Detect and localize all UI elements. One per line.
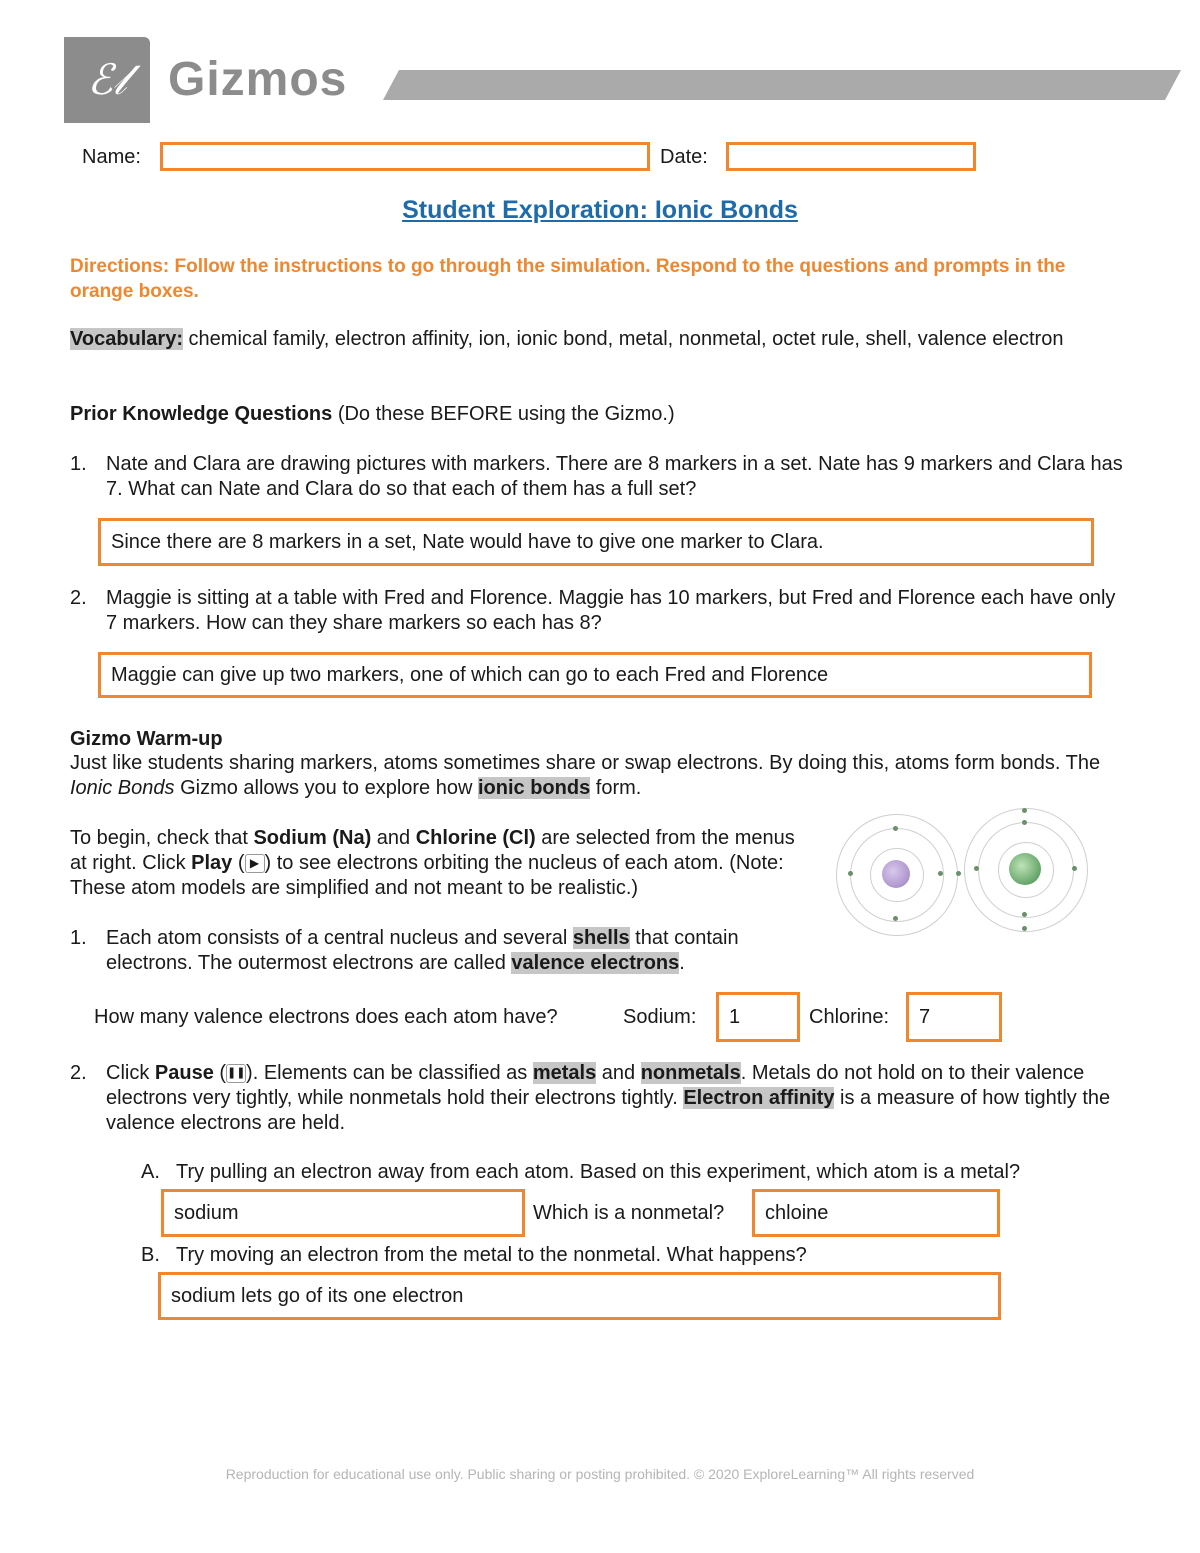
- electron-dot: [974, 866, 979, 871]
- text: and: [596, 1062, 641, 1084]
- electron-dot: [893, 916, 898, 921]
- metal-answer-field[interactable]: sodium: [161, 1189, 525, 1237]
- nonmetal-answer-field[interactable]: chloine: [752, 1189, 1000, 1237]
- text: Gizmo allows you to explore how: [174, 777, 478, 799]
- text: are selected from the menus at right. Click: [70, 827, 795, 874]
- text: that contain electrons. The outermost electrons are called: [106, 927, 739, 974]
- text: ) to see electrons orbiting the nucleus of each atom. (Note: These atom models are simplified and not meant to be realistic.): [70, 852, 784, 899]
- part-b-question: Try moving an electron from the metal to the nonmetal. What happens?: [176, 1244, 807, 1266]
- copyright-footer: Reproduction for educational use only. Public sharing or posting prohibited. © 2020 ExploreLearning™ All rights reserved: [225, 1466, 975, 1482]
- atom-models-image: [832, 808, 1092, 938]
- date-field[interactable]: [726, 142, 976, 171]
- sodium-valence-field[interactable]: 1: [716, 992, 800, 1042]
- pause-bold: Pause: [154, 1062, 214, 1084]
- play-bold: Play: [191, 852, 233, 874]
- gizmo-name: Ionic Bonds: [70, 777, 175, 799]
- electron-dot: [893, 826, 898, 831]
- pause-icon: ❚❚: [226, 1064, 246, 1083]
- term-ionic-bonds: ionic bonds: [477, 777, 591, 799]
- sodium-nucleus: [882, 860, 910, 888]
- electron-dot: [1022, 808, 1027, 813]
- question-number: 2.: [70, 1062, 87, 1084]
- valence-question: How many valence electrons does each atom have?: [94, 1006, 558, 1028]
- warmup-heading: Gizmo Warm-up: [70, 728, 223, 750]
- play-icon: ▶: [245, 854, 265, 873]
- electron-dot: [956, 871, 961, 876]
- prior-answer-1[interactable]: Since there are 8 markers in a set, Nate would have to give one marker to Clara.: [98, 518, 1094, 566]
- text: form.: [590, 777, 642, 799]
- question-text: Nate and Clara are drawing pictures with markers. There are 8 markers in a set. Nate has 9 markers and Clara has 7. What can Nate and Clara do so that each of them has a full set?: [106, 453, 1123, 500]
- text: Click: [106, 1062, 155, 1084]
- prior-question-2: [70, 586, 1130, 636]
- prior-heading-bold: Prior Knowledge Questions: [70, 403, 333, 425]
- question-number: 1.: [70, 453, 87, 475]
- prior-question-1: [70, 452, 1130, 502]
- text: ). Elements can be classified as: [246, 1062, 533, 1084]
- text: and: [371, 827, 416, 849]
- vocabulary-label: Vocabulary:: [70, 328, 183, 350]
- explorelearning-logo: [64, 37, 150, 123]
- warmup-question-1: [70, 926, 815, 976]
- electron-dot: [1022, 912, 1027, 917]
- vocabulary-text: chemical family, electron affinity, ion, ionic bond, metal, nonmetal, octet rule, shell, valence electron: [183, 328, 1064, 350]
- electron-dot: [848, 871, 853, 876]
- electron-dot: [1022, 926, 1027, 931]
- part-b-label: B.: [141, 1244, 160, 1266]
- part-a-label: A.: [141, 1161, 160, 1183]
- header-bar: [383, 70, 1181, 100]
- sodium-label: Sodium:: [623, 1006, 697, 1028]
- text: is a measure of how tightly the valence electrons are held.: [106, 1087, 1111, 1134]
- page-title: Student Exploration: Ionic Bonds: [402, 196, 798, 224]
- term-electron-affinity: Electron affinity: [683, 1087, 835, 1109]
- question-number: 1.: [70, 927, 87, 949]
- question-text: Maggie is sitting at a table with Fred and Florence. Maggie has 10 markers, but Fred and Florence each have only 7 markers. How can they share markers so each has 8?: [106, 587, 1116, 634]
- term-valence-electrons: valence electrons: [511, 952, 680, 974]
- directions: Directions: Follow the instructions to go through the simulation. Respond to the questions and prompts in the orange boxes.: [70, 256, 1066, 302]
- vocabulary: [70, 327, 1130, 352]
- part-b-answer-field[interactable]: sodium lets go of its one electron: [158, 1272, 1001, 1320]
- chlorine-bold: Chlorine (Cl): [415, 827, 536, 849]
- text: To begin, check that: [70, 827, 254, 849]
- warmup-question-2: [70, 1061, 1130, 1136]
- chlorine-valence-field[interactable]: 7: [906, 992, 1002, 1042]
- chlorine-label: Chlorine:: [809, 1006, 890, 1028]
- text: Just like students sharing markers, atoms sometimes share or swap electrons. By doing this, atoms form bonds. The: [70, 752, 1101, 774]
- nonmetal-question: Which is a nonmetal?: [533, 1202, 725, 1224]
- brand-name: Gizmos: [168, 53, 348, 106]
- term-shells: shells: [572, 927, 630, 949]
- question-number: 2.: [70, 587, 87, 609]
- text: Each atom consists of a central nucleus and several: [106, 927, 573, 949]
- term-nonmetals: nonmetals: [640, 1062, 741, 1084]
- prior-knowledge-heading: [70, 403, 675, 426]
- warmup-begin: [70, 826, 815, 901]
- term-metals: metals: [532, 1062, 597, 1084]
- electron-dot: [1022, 820, 1027, 825]
- chlorine-nucleus: [1009, 853, 1041, 885]
- text: (: [213, 1062, 227, 1084]
- text: (: [232, 852, 245, 874]
- electron-dot: [1072, 866, 1077, 871]
- text: . Metals do not hold on to their valence electrons very tightly, while nonmetals hold their electrons tightly.: [106, 1062, 1085, 1109]
- warmup-intro: [70, 751, 1130, 801]
- text: .: [679, 952, 685, 974]
- date-label: Date:: [660, 146, 708, 168]
- prior-heading-note: (Do these BEFORE using the Gizmo.): [332, 403, 675, 425]
- logo-glyph: ℰ𝓁: [87, 55, 127, 104]
- electron-dot: [938, 871, 943, 876]
- part-a-question: Try pulling an electron away from each atom. Based on this experiment, which atom is a metal?: [176, 1161, 1021, 1183]
- sodium-bold: Sodium (Na): [253, 827, 372, 849]
- prior-answer-2[interactable]: Maggie can give up two markers, one of which can go to each Fred and Florence: [98, 652, 1092, 698]
- name-field[interactable]: [160, 142, 650, 171]
- name-label: Name:: [82, 146, 141, 168]
